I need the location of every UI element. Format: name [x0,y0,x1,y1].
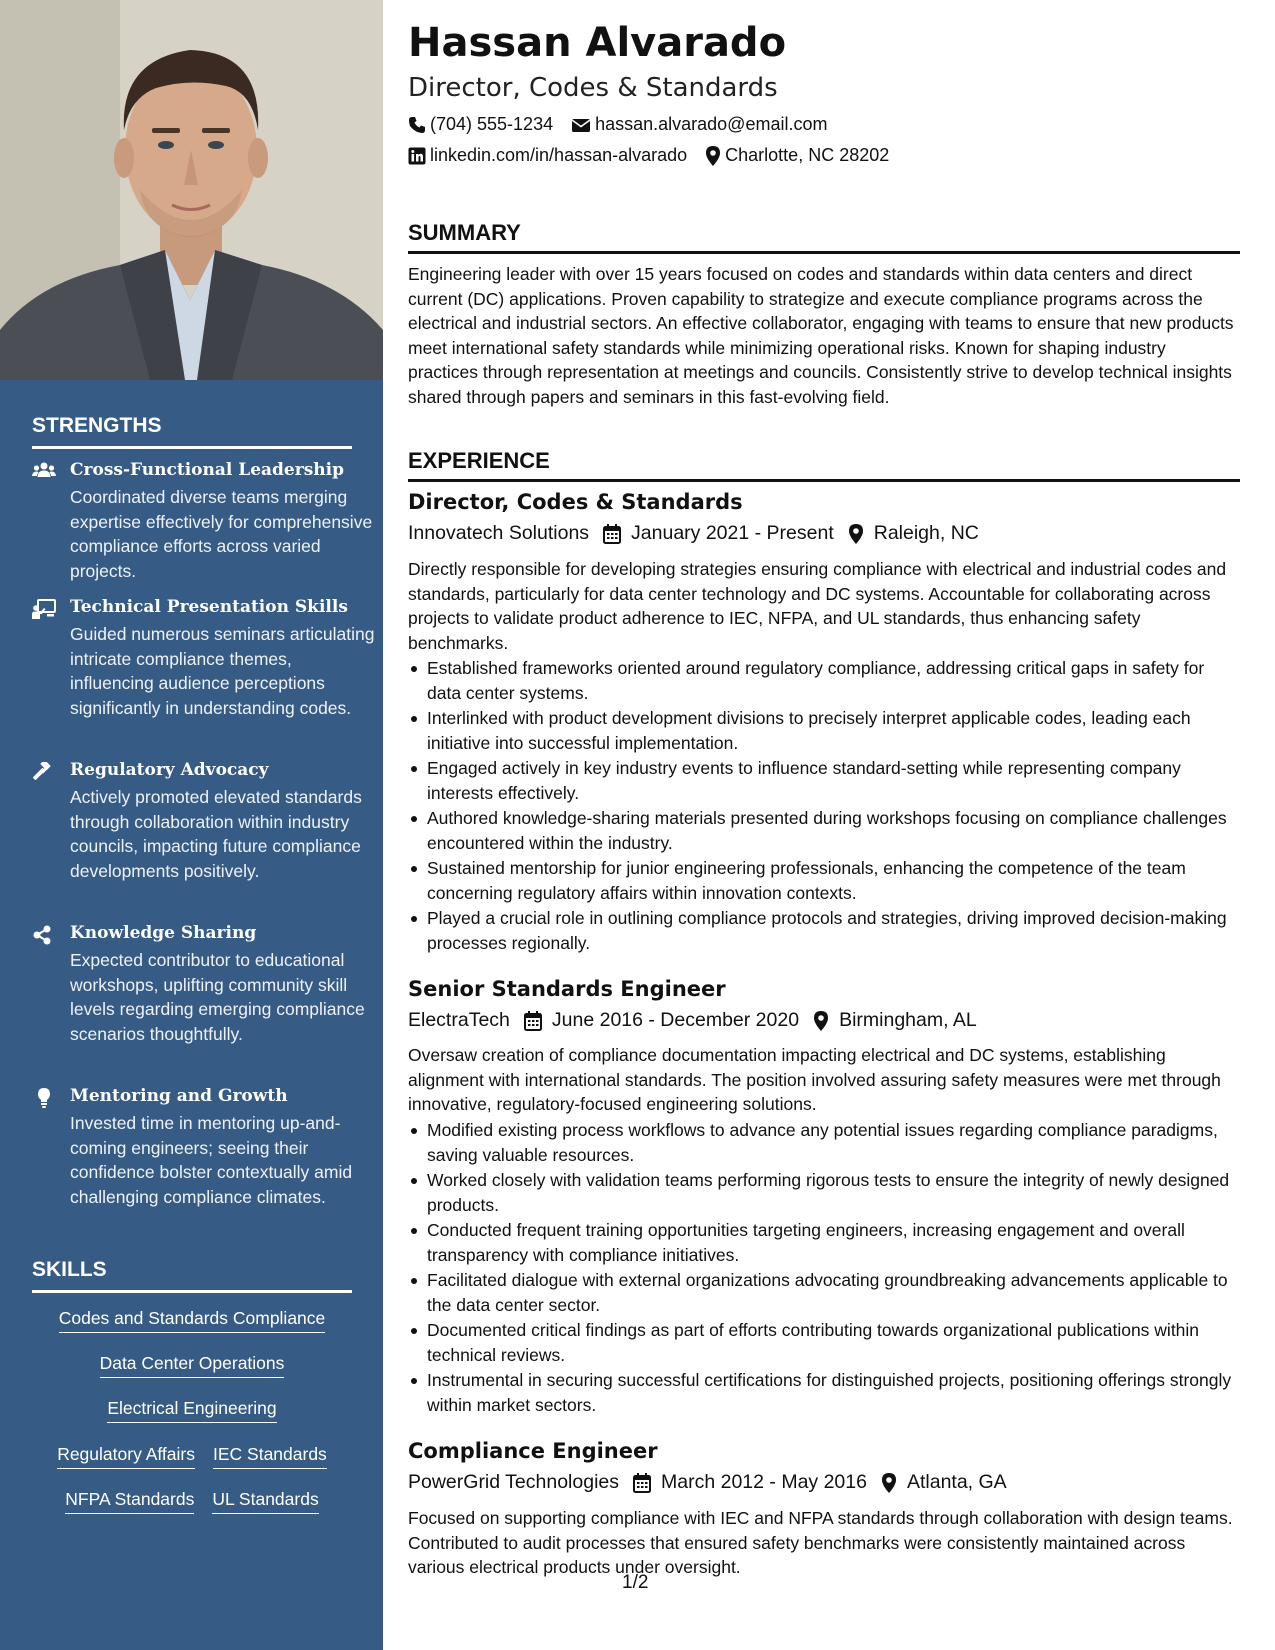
presentation-icon [32,599,56,619]
job-company: ElectraTech [408,1009,510,1031]
sidebar [0,0,383,1650]
skills-row [32,1444,352,1469]
job-company: Innovatech Solutions [408,522,590,544]
job-dates: January 2021 - Present [631,522,834,544]
job-location: Atlanta, GA [906,1471,1007,1493]
map-pin-icon [813,1011,829,1031]
linkedin-contact[interactable] [408,145,687,166]
contact-row [408,145,907,166]
summary-text: Engineering leader with over 15 years focused on codes and standards within data centers and direct current (DC) applications. Proven capability to strategize and execute compliance programs across the electrical and industrial sectors. An effective collaborator, engaging with teams to ensure that new products meet international safety standards while minimizing operational risks. Known for shaping industry practices through representation at meetings and councils. Consistently strive to develop technical insights shared through papers and seminars in this fast-evolving field. [408,264,1234,407]
main-content [408,0,1240,1650]
linkedin-icon [408,147,426,165]
envelope-icon [571,117,591,133]
phone-contact[interactable] [408,114,553,135]
list-item: Sustained mentorship for junior engineering professionals, enhancing the competence of the team concerning regulatory affairs within innovation contexts. [408,856,1240,905]
list-item: Instrumental in securing successful certifications for distinguished projects, positioning offerings strongly within market sectors. [408,1368,1240,1417]
list-item: Interlinked with product development divisions to precisely interpret applicable codes, leading each initiative into successful implementation. [408,706,1240,755]
profile-photo [0,0,383,380]
skill-tag: Codes and Standards Compliance [59,1308,326,1333]
strength-title: Knowledge Sharing [70,923,257,943]
list-item: Authored knowledge-sharing materials presented during workshops focusing on compliance challenges encountered within the industry. [408,806,1240,855]
linkedin-text: linkedin.com/in/hassan-alvarado [430,145,688,165]
map-pin-icon [705,146,721,166]
job-meta [408,1471,1007,1494]
summary-heading: SUMMARY [408,220,1240,254]
email-contact[interactable] [571,114,827,135]
job-description: Focused on supporting compliance with IEC and NFPA standards through collaboration with design teams. Contributed to audit processes that ensured safety benchmarks were consistently maintained across various electrical products under oversight. [408,1508,1233,1577]
page-number: 1/2 [622,1572,649,1593]
candidate-role: Director, Codes & Standards [408,73,778,103]
strength-title: Technical Presentation Skills [70,597,348,617]
strengths-heading: STRENGTHS [32,414,352,449]
skills-row [32,1308,352,1333]
calendar-icon [603,524,621,544]
job-title: Director, Codes & Standards [408,490,743,514]
strength-title: Mentoring and Growth [70,1086,288,1106]
job-title: Senior Standards Engineer [408,977,726,1001]
contact-row [408,114,845,135]
list-item: Engaged actively in key industry events to influence standard-setting while representing company interests effectively. [408,756,1240,805]
map-pin-icon [881,1473,897,1493]
list-item: Documented critical findings as part of efforts contributing towards organizational publications within technical reviews. [408,1318,1240,1367]
skill-tag: IEC Standards [213,1444,327,1469]
skill-tag: Electrical Engineering [107,1398,276,1423]
list-item: Established frameworks oriented around regulatory compliance, addressing critical gaps in safety for data center systems. [408,656,1240,705]
job-meta [408,522,979,545]
location-text: Charlotte, NC 28202 [725,145,890,165]
list-item: Facilitated dialogue with external organizations advocating groundbreaking advancements applicable to the data center sector. [408,1268,1240,1317]
calendar-icon [633,1473,651,1493]
list-item: Played a crucial role in outlining compliance protocols and strategies, driving improved decision-making processes regionally. [408,906,1240,955]
job-dates: June 2016 - December 2020 [551,1009,800,1031]
strength-description: Actively promoted elevated standards through collaboration within industry councils, impacting future compliance developments positively. [70,787,362,881]
job-meta [408,1009,977,1032]
strength-title: Cross-Functional Leadership [70,460,344,480]
list-item: Worked closely with validation teams performing rigorous tests to ensure the integrity of newly designed products. [408,1168,1240,1217]
job-description: Directly responsible for developing strategies ensuring compliance with electrical and industrial codes and standards, particularly for data center technology and DC systems. Accountable for collaborating across projects to validate product adherence to IEC, NFPA, and UL standards, thus enhancing safety benchmarks. [408,559,1227,653]
share-icon [32,925,56,945]
phone-text: (704) 555-1234 [430,114,554,134]
strength-description: Coordinated diverse teams merging expertise effectively for comprehensive compliance efforts across varied projects. [70,487,373,581]
job-bullets [408,656,1240,956]
skill-tag: UL Standards [212,1489,318,1514]
job-location: Birmingham, AL [839,1009,977,1031]
job-bullets [408,1118,1240,1418]
location-contact [705,145,889,166]
job-dates: March 2012 - May 2016 [661,1471,867,1493]
skills-row [32,1398,352,1423]
list-item: Conducted frequent training opportunities targeting engineers, increasing engagement and overall transparency with compliance initiatives. [408,1218,1240,1267]
strength-description: Invested time in mentoring up-and-coming engineers; seeing their confidence bolster contextually amid challenging compliance climates. [70,1113,353,1207]
skill-tag: NFPA Standards [65,1489,194,1514]
skill-tag: Regulatory Affairs [57,1444,195,1469]
email-text: hassan.alvarado@email.com [595,114,828,134]
calendar-icon [524,1011,542,1031]
skills-row [32,1353,352,1378]
job-title: Compliance Engineer [408,1439,658,1463]
skills-heading: SKILLS [32,1258,352,1293]
job-location: Raleigh, NC [873,522,979,544]
strength-description: Expected contributor to educational workshops, uplifting community skill levels regarding emerging compliance scenarios thoughtfully. [70,950,365,1044]
users-icon [32,462,56,482]
skills-row [32,1489,352,1514]
candidate-name: Hassan Alvarado [408,20,787,66]
phone-icon [408,116,426,134]
job-description: Oversaw creation of compliance documentation impacting electrical and DC systems, establishing alignment with international standards. The position involved assuring safety measures were met through innovative, regulatory-focused engineering solutions. [408,1045,1221,1114]
gavel-icon [32,762,56,782]
experience-heading: EXPERIENCE [408,448,1240,482]
job-company: PowerGrid Technologies [408,1471,620,1493]
skill-tag: Data Center Operations [100,1353,285,1378]
lightbulb-icon [32,1088,56,1108]
list-item: Modified existing process workflows to advance any potential issues regarding compliance paradigms, saving valuable resources. [408,1118,1240,1167]
strength-description: Guided numerous seminars articulating intricate compliance themes, influencing audience perceptions significantly in understanding codes. [70,624,375,718]
strength-title: Regulatory Advocacy [70,760,269,780]
map-pin-icon [848,524,864,544]
